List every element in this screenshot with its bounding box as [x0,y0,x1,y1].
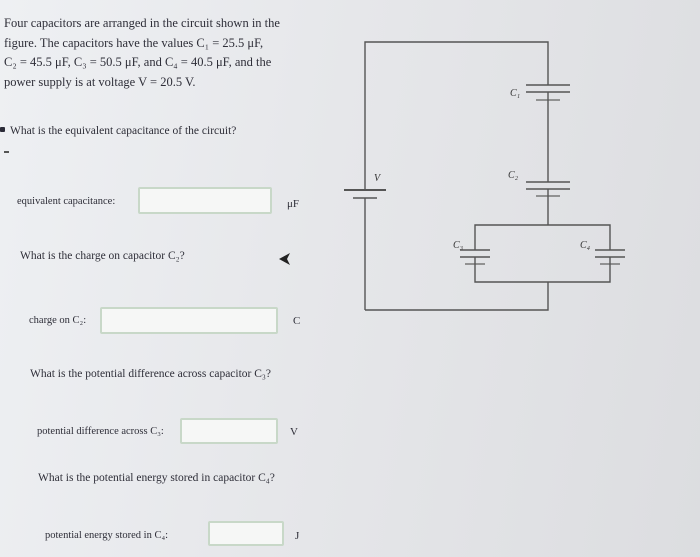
potential-difference-c3-input[interactable] [180,418,278,444]
label-c1: C₁ [510,88,521,99]
potential-energy-c4-label: potential energy stored in C₄: [45,530,169,541]
equivalent-capacitance-input[interactable] [138,187,272,214]
question-1-text: What is the equivalent capacitance of the circuit? [10,125,237,137]
problem-line: C₂ = 45.5 μF, C₃ = 50.5 μF, and C₄ = 40.5 μF, and the [4,55,272,69]
cursor-icon [278,252,292,266]
circuit-diagram [340,30,660,330]
question-4-text: What is the potential energy stored in capacitor C₄? [38,472,275,484]
problem-line: figure. The capacitors have the values C₁ = 25.5 μF, [4,35,264,50]
label-c3: C₃ [453,240,464,251]
unit-coulomb: C [293,315,301,327]
problem-line: power supply is at voltage V = 20.5 V. [4,74,196,89]
charge-c2-label: charge on C₂: [29,315,87,326]
unit-joule: J [295,530,300,542]
question-3-text: What is the potential difference across capacitor C₃? [30,368,272,380]
problem-statement [4,14,280,92]
label-c4: C₄ [580,240,591,251]
unit-volt: V [290,426,298,438]
potential-difference-c3-label: potential difference across C₃: [37,426,164,437]
label-c2: C₂ [508,170,519,181]
bullet-icon [0,127,5,132]
equivalent-capacitance-label: equivalent capacitance: [17,196,116,207]
dash-icon [4,151,9,153]
unit-microfarad: μF [287,198,300,210]
charge-c2-input[interactable] [100,307,278,334]
label-v: V [374,173,381,184]
problem-line: Four capacitors are arranged in the circuit shown in the [4,16,280,30]
question-2-text: What is the charge on capacitor C₂? [20,250,185,262]
potential-energy-c4-input[interactable] [208,521,284,546]
